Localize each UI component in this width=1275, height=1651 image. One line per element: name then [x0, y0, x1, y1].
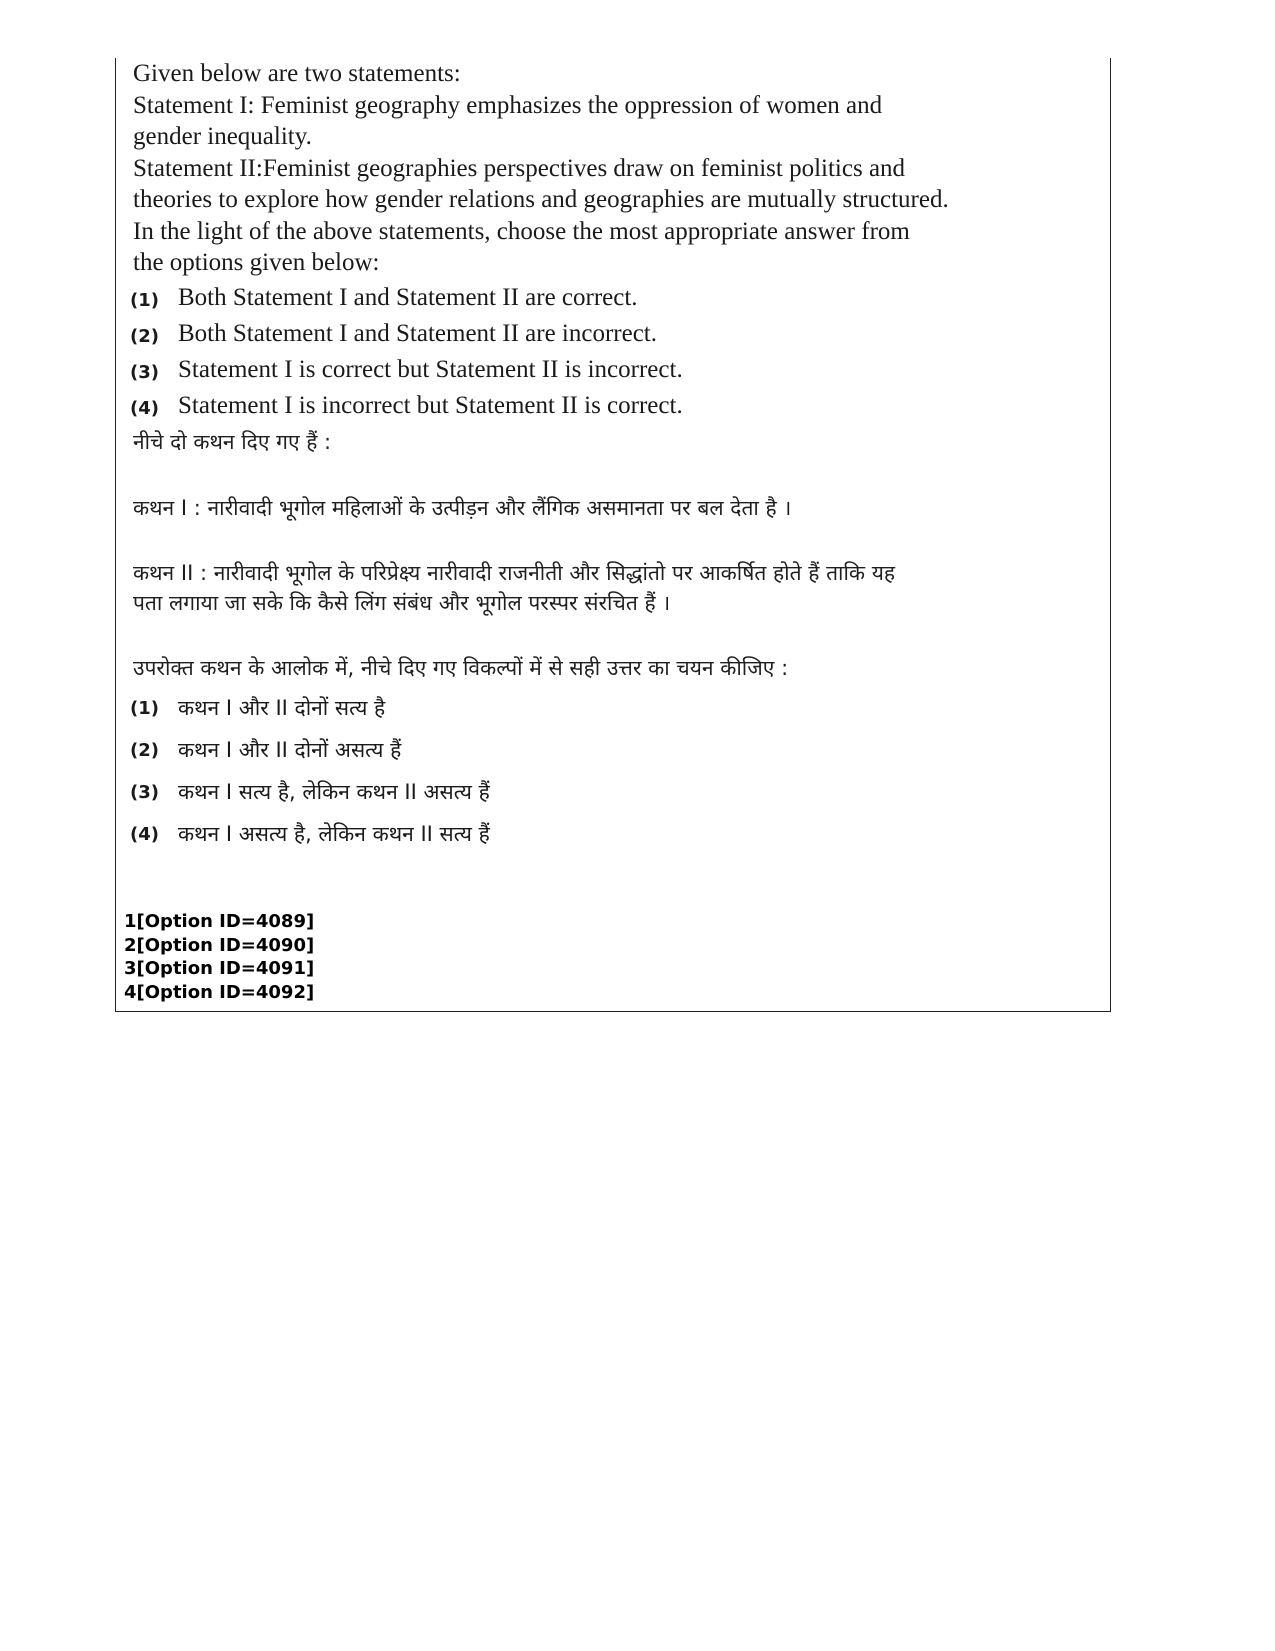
option-text: Statement I is correct but Statement II is incorrect.	[178, 356, 683, 383]
hindi-intro: नीचे दो कथन दिए गए हैं :	[133, 430, 332, 454]
option-number: (1)	[130, 698, 159, 719]
instruction-line-2: the options given below:	[133, 249, 380, 276]
option-number: (1)	[130, 290, 159, 311]
option-number: (3)	[130, 362, 159, 383]
option-text: Both Statement I and Statement II are correct.	[178, 284, 638, 311]
question-box	[115, 58, 1111, 1012]
question-intro: Given below are two statements:	[133, 60, 461, 87]
option-id-2: 2[Option ID=4090]	[124, 934, 315, 956]
option-text: कथन I और II दोनों असत्य हैं	[178, 738, 402, 762]
english-question-text	[133, 58, 1093, 279]
option-number: (3)	[130, 782, 159, 803]
option-text: Statement I is incorrect but Statement II is correct.	[178, 392, 683, 419]
option-number: (4)	[130, 398, 159, 419]
option-number: (4)	[130, 824, 159, 845]
option-id-list	[124, 910, 314, 1004]
statement-2-line-1: Statement II:Feminist geographies perspectives draw on feminist politics and	[133, 154, 906, 182]
option-id-1: 1[Option ID=4089]	[124, 911, 315, 932]
statement-2-line-2: theories to explore how gender relations and geographies are mutually structured.	[133, 186, 949, 213]
hindi-statement-1: कथन I : नारीवादी भूगोल महिलाओं के उत्पीड़न और लैंगिक असमानता पर बल देता है ।	[133, 496, 792, 520]
hindi-statement-2-line-1: कथन II : नारीवादी भूगोल के परिप्रेक्ष्य नारीवादी राजनीती और सिद्धांतो पर आकर्षित होते हैं ताकि यह	[133, 561, 896, 585]
statement-1-line-2: gender inequality.	[133, 123, 312, 150]
instruction-line-1: In the light of the above statements, choose the most appropriate answer from	[133, 217, 910, 245]
statement-1-line-1: Statement I: Feminist geography emphasizes the oppression of women and	[133, 91, 883, 119]
option-text: Both Statement I and Statement II are incorrect.	[178, 320, 657, 347]
hindi-instruction: उपरोक्त कथन के आलोक में, नीचे दिए गए विकल्पों में से सही उत्तर का चयन कीजिए :	[133, 656, 789, 680]
option-number: (2)	[130, 740, 159, 761]
option-text: कथन I सत्य है, लेकिन कथन II असत्य हैं	[178, 780, 490, 804]
hindi-statement-2-line-2: पता लगाया जा सके कि कैसे लिंग संबंध और भूगोल परस्पर संरचित हैं ।	[133, 591, 671, 615]
option-id-3: 3[Option ID=4091]	[124, 958, 315, 979]
option-text: कथन I असत्य है, लेकिन कथन II सत्य हैं	[178, 822, 490, 846]
option-number: (2)	[130, 326, 159, 347]
option-text: कथन I और II दोनों सत्य है	[178, 696, 386, 720]
option-id-4: 4[Option ID=4092]	[124, 981, 315, 1003]
